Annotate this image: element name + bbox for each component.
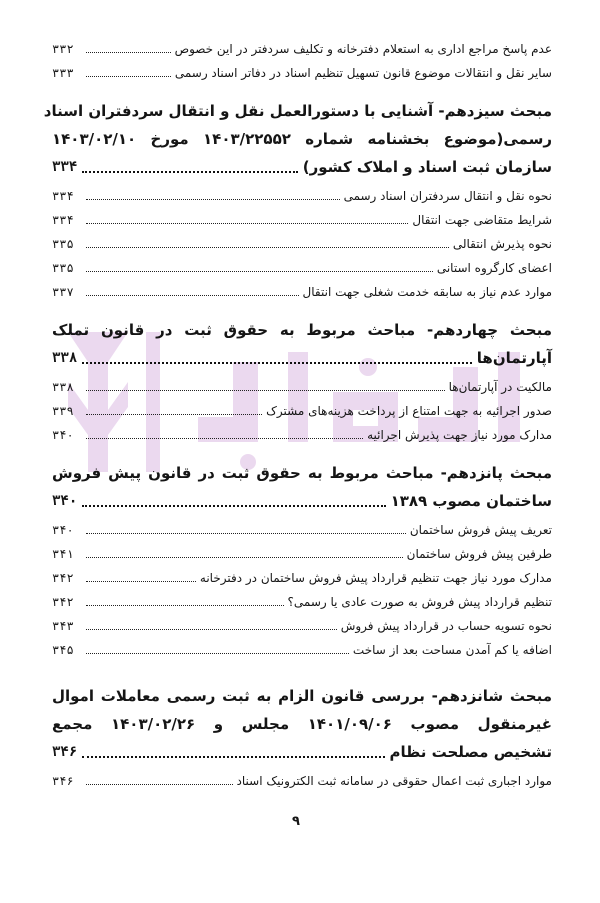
dot-leader (82, 171, 297, 173)
heading-line: ساختمان مصوب ۱۳۸۹ (390, 492, 552, 510)
dot-leader (86, 629, 337, 630)
entry-page: ۳۴۱ (52, 547, 74, 561)
entry-title: موارد اجباری ثبت اعمال حقوقی در سامانه ثبت الکترونیک اسناد (236, 774, 552, 788)
section-heading (52, 316, 552, 372)
heading-line: مبحث شانزدهم- بررسی قانون الزام به ثبت رسمی معاملات اموال (52, 687, 552, 705)
entry-page: ۳۴۵ (52, 643, 74, 657)
dot-leader (86, 784, 233, 785)
dot-leader (86, 438, 363, 439)
toc-entry (52, 372, 552, 396)
entry-page: ۳۳۲ (52, 42, 74, 56)
entry-page: ۳۳۵ (52, 237, 74, 251)
heading-line: آپارتمان‌ها (476, 349, 552, 367)
entry-title: موارد عدم نیاز به سابقه خدمت شغلی جهت انتقال (302, 285, 552, 299)
heading-page: ۳۴۰ (52, 493, 78, 509)
entry-page: ۳۴۳ (52, 619, 74, 633)
entry-title: نحوه تسویه حساب در قرارداد پیش فروش (340, 619, 552, 633)
entry-page: ۳۳۳ (52, 66, 74, 80)
dot-leader (86, 52, 171, 53)
heading-page: ۳۳۴ (52, 159, 78, 175)
entry-title: اعضای کارگروه استانی (436, 261, 552, 275)
heading-line: رسمی(موضوع بخشنامه شماره ۱۴۰۳/۲۲۵۵۲ مورخ ۱۴۰۳/۰۲/۱۰ (52, 130, 552, 148)
entry-title: مالکیت در آپارتمان‌ها (448, 380, 552, 394)
dot-leader (86, 605, 284, 606)
entry-page: ۳۴۶ (52, 774, 74, 788)
dot-leader (86, 199, 340, 200)
heading-line: سازمان ثبت اسناد و املاک کشور) (302, 158, 552, 176)
entry-page: ۳۳۴ (52, 189, 74, 203)
toc-entry (52, 58, 552, 82)
heading-line: مبحث چهاردهم- مباحث مربوط به حقوق ثبت در قانون تملک (52, 321, 552, 339)
heading-line: تشخیص مصلحت نظام (389, 743, 552, 761)
toc-entry (52, 277, 552, 301)
dot-leader (82, 362, 472, 364)
entry-page: ۳۳۷ (52, 285, 74, 299)
toc-entry (52, 396, 552, 420)
toc-entry (52, 34, 552, 58)
dot-leader (86, 653, 349, 654)
entry-page: ۳۴۰ (52, 523, 74, 537)
dot-leader (86, 76, 171, 77)
entry-title: نحوه پذیرش انتقالی (452, 237, 552, 251)
toc-entry (52, 766, 552, 790)
entry-page: ۳۳۴ (52, 213, 74, 227)
entry-title: مدارک مورد نیاز جهت تنظیم قرارداد پیش فروش ساختمان در دفترخانه (199, 571, 552, 585)
dot-leader (82, 756, 384, 758)
toc-entry (52, 539, 552, 563)
table-of-contents (43, 34, 552, 790)
dot-leader (82, 505, 385, 507)
toc-entry (52, 563, 552, 587)
dot-leader (86, 557, 403, 558)
toc-entry (52, 420, 552, 444)
entry-title: نحوه نقل و انتقال سردفتران اسناد رسمی (343, 189, 552, 203)
entry-page: ۳۳۹ (52, 404, 74, 418)
toc-entry (52, 205, 552, 229)
entry-title: تنظیم قرارداد پیش فروش به صورت عادی یا رسمی؟ (287, 595, 552, 609)
entry-page: ۳۳۸ (52, 380, 74, 394)
entry-title: اضافه یا کم آمدن مساحت بعد از ساخت (352, 643, 552, 657)
section-heading (43, 97, 552, 181)
dot-leader (86, 533, 406, 534)
section-heading (52, 682, 552, 766)
heading-page: ۳۴۶ (52, 744, 78, 760)
heading-page: ۳۳۸ (52, 350, 78, 366)
heading-line: مبحث سیزدهم- آشنایی با دستورالعمل نقل و انتقال سردفتران اسناد (43, 102, 552, 120)
entry-page: ۳۴۰ (52, 428, 74, 442)
toc-entry (52, 635, 552, 659)
dot-leader (86, 247, 449, 248)
entry-title: تعریف پیش فروش ساختمان (409, 523, 552, 537)
toc-entry (52, 181, 552, 205)
dot-leader (86, 581, 196, 582)
entry-page: ۳۴۲ (52, 571, 74, 585)
toc-entry (52, 587, 552, 611)
entry-title: صدور اجرائیه به جهت امتناع از پرداخت هزینه‌های مشترک (266, 404, 552, 418)
heading-line: غیرمنقول مصوب ۱۴۰۱/۰۹/۰۶ مجلس و ۱۴۰۳/۰۲/۲۶ مجمع (52, 715, 552, 733)
toc-entry (52, 611, 552, 635)
toc-entry (52, 229, 552, 253)
dot-leader (86, 414, 262, 415)
dot-leader (86, 390, 445, 391)
dot-leader (86, 271, 433, 272)
entry-title: مدارک مورد نیاز جهت پذیرش اجرائیه (367, 428, 552, 442)
toc-entry (52, 253, 552, 277)
entry-page: ۳۴۲ (52, 595, 74, 609)
entry-title: عدم پاسخ مراجع اداری به استعلام دفترخانه و تکلیف سردفتر در این خصوص (174, 42, 552, 56)
entry-title: شرایط متقاضی جهت انتقال (412, 213, 552, 227)
entry-title: طرفین پیش فروش ساختمان (406, 547, 552, 561)
dot-leader (86, 295, 299, 296)
toc-entry (52, 515, 552, 539)
entry-page: ۳۳۵ (52, 261, 74, 275)
page-number: ۹ (292, 814, 300, 829)
dot-leader (86, 223, 408, 224)
section-heading (52, 459, 552, 515)
heading-line: مبحث پانزدهم- مباحث مربوط به حقوق ثبت در قانون پیش فروش (52, 464, 552, 482)
entry-title: سایر نقل و انتقالات موضوع قانون تسهیل تنظیم اسناد در دفاتر اسناد رسمی (174, 66, 552, 80)
